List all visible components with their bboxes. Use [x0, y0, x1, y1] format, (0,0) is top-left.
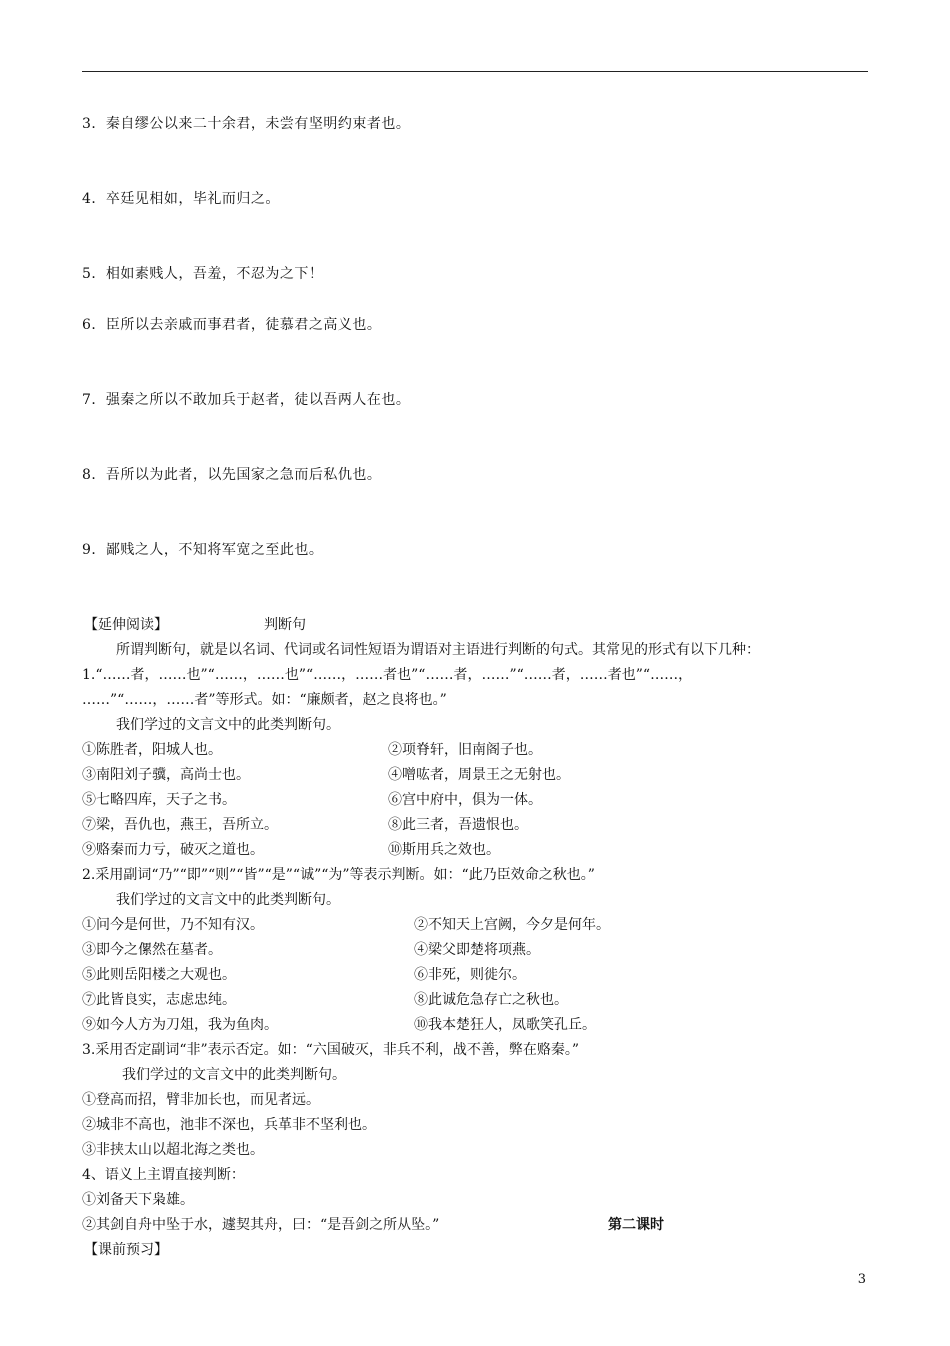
- sec3-item: ③非挟太山以超北海之类也。: [82, 1142, 264, 1158]
- sec1-item: ⑧此三者，吾遗恨也。: [388, 817, 528, 833]
- sec3-item: ②城非不高也，池非不深也，兵革非不坚利也。: [82, 1117, 376, 1133]
- sec4-item: ①刘备天下枭雄。: [82, 1192, 194, 1208]
- exercise-3: 3．秦自缪公以来二十余君，未尝有坚明约束者也。: [82, 116, 411, 132]
- sec1-line1: 1.“……者，……也”“……，……也”“……，……者也”“……者，……”“……者，……者也”“……，: [82, 667, 693, 683]
- sec3-title: 3.采用否定副词“非”表示否定。如：“六国破灭，非兵不利，战不善，弊在赂秦。”: [82, 1042, 579, 1058]
- sec3-lead: 我们学过的文言文中的此类判断句。: [122, 1067, 346, 1083]
- sec2-item: ⑦此皆良实，志虑忠纯。: [82, 992, 236, 1008]
- extension-topic: 判断句: [264, 617, 306, 633]
- sec1-lead: 我们学过的文言文中的此类判断句。: [116, 717, 340, 733]
- sec2-item: ④梁父即楚将项燕。: [414, 942, 540, 958]
- sec1-line2: ……”“……，……者”等形式。如：“廉颇者，赵之良将也。”: [82, 692, 447, 708]
- sec2-lead: 我们学过的文言文中的此类判断句。: [116, 892, 340, 908]
- sec4-item: ②其剑自舟中坠于水，遽契其舟，曰：“是吾剑之所从坠。”: [82, 1217, 440, 1233]
- sec2-item: ⑤此则岳阳楼之大观也。: [82, 967, 236, 983]
- sec2-item: ①问今是何世，乃不知有汉。: [82, 917, 264, 933]
- sec1-item: ⑤七略四库，天子之书。: [82, 792, 236, 808]
- sec1-item: ⑥宫中府中，俱为一体。: [388, 792, 542, 808]
- exercise-5: 5．相如素贱人，吾羞，不忍为之下！: [82, 266, 324, 282]
- sec1-item: ⑦梁，吾仇也，燕王，吾所立。: [82, 817, 278, 833]
- sec2-item: ⑩我本楚狂人，凤歌笑孔丘。: [414, 1017, 596, 1033]
- sec1-item: ⑨赂秦而力亏，破灭之道也。: [82, 842, 264, 858]
- extension-header: 【延伸阅读】: [84, 617, 168, 633]
- sec2-item: ②不知天上宫阙，今夕是何年。: [414, 917, 610, 933]
- sec2-item: ⑧此诚危急存亡之秋也。: [414, 992, 568, 1008]
- sec1-item: ①陈胜者，阳城人也。: [82, 742, 222, 758]
- sec2-title: 2.采用副词“乃”“即”“则”“皆”“是”“诚”“为”等表示判断。如：“此乃臣效命之秋也。”: [82, 867, 595, 883]
- sec1-item: ③南阳刘子骥，高尚士也。: [82, 767, 250, 783]
- page-number: 3: [857, 1272, 866, 1287]
- exercise-4: 4．卒廷见相如，毕礼而归之。: [82, 191, 280, 207]
- sec4-title: 4、语义上主谓直接判断：: [82, 1167, 245, 1183]
- exercise-8: 8．吾所以为此者，以先国家之急而后私仇也。: [82, 467, 382, 483]
- sec1-item: ②项脊轩，旧南阁子也。: [388, 742, 542, 758]
- sec2-item: ⑥非死，则徙尔。: [414, 967, 526, 983]
- sec2-item: ⑨如今人方为刀俎，我为鱼肉。: [82, 1017, 278, 1033]
- sec2-item: ③即今之傫然在墓者。: [82, 942, 222, 958]
- sec1-item: ④噌吰者，周景王之无射也。: [388, 767, 570, 783]
- exercise-9: 9．鄙贱之人，不知将军宽之至此也。: [82, 542, 324, 558]
- exercise-6: 6．臣所以去亲戚而事君者，徒慕君之高义也。: [82, 317, 382, 333]
- sec3-item: ①登高而招，臂非加长也，而见者远。: [82, 1092, 320, 1108]
- exercise-7: 7．强秦之所以不敢加兵于赵者，徒以吾两人在也。: [82, 392, 411, 408]
- header-rule: [82, 71, 868, 72]
- lesson2-title: 第二课时: [608, 1217, 664, 1233]
- extension-intro: 所谓判断句，就是以名词、代词或名词性短语为谓语对主语进行判断的句式。其常见的形式有以下几种：: [116, 642, 760, 658]
- preview-header: 【课前预习】: [84, 1242, 168, 1258]
- sec1-item: ⑩斯用兵之效也。: [388, 842, 500, 858]
